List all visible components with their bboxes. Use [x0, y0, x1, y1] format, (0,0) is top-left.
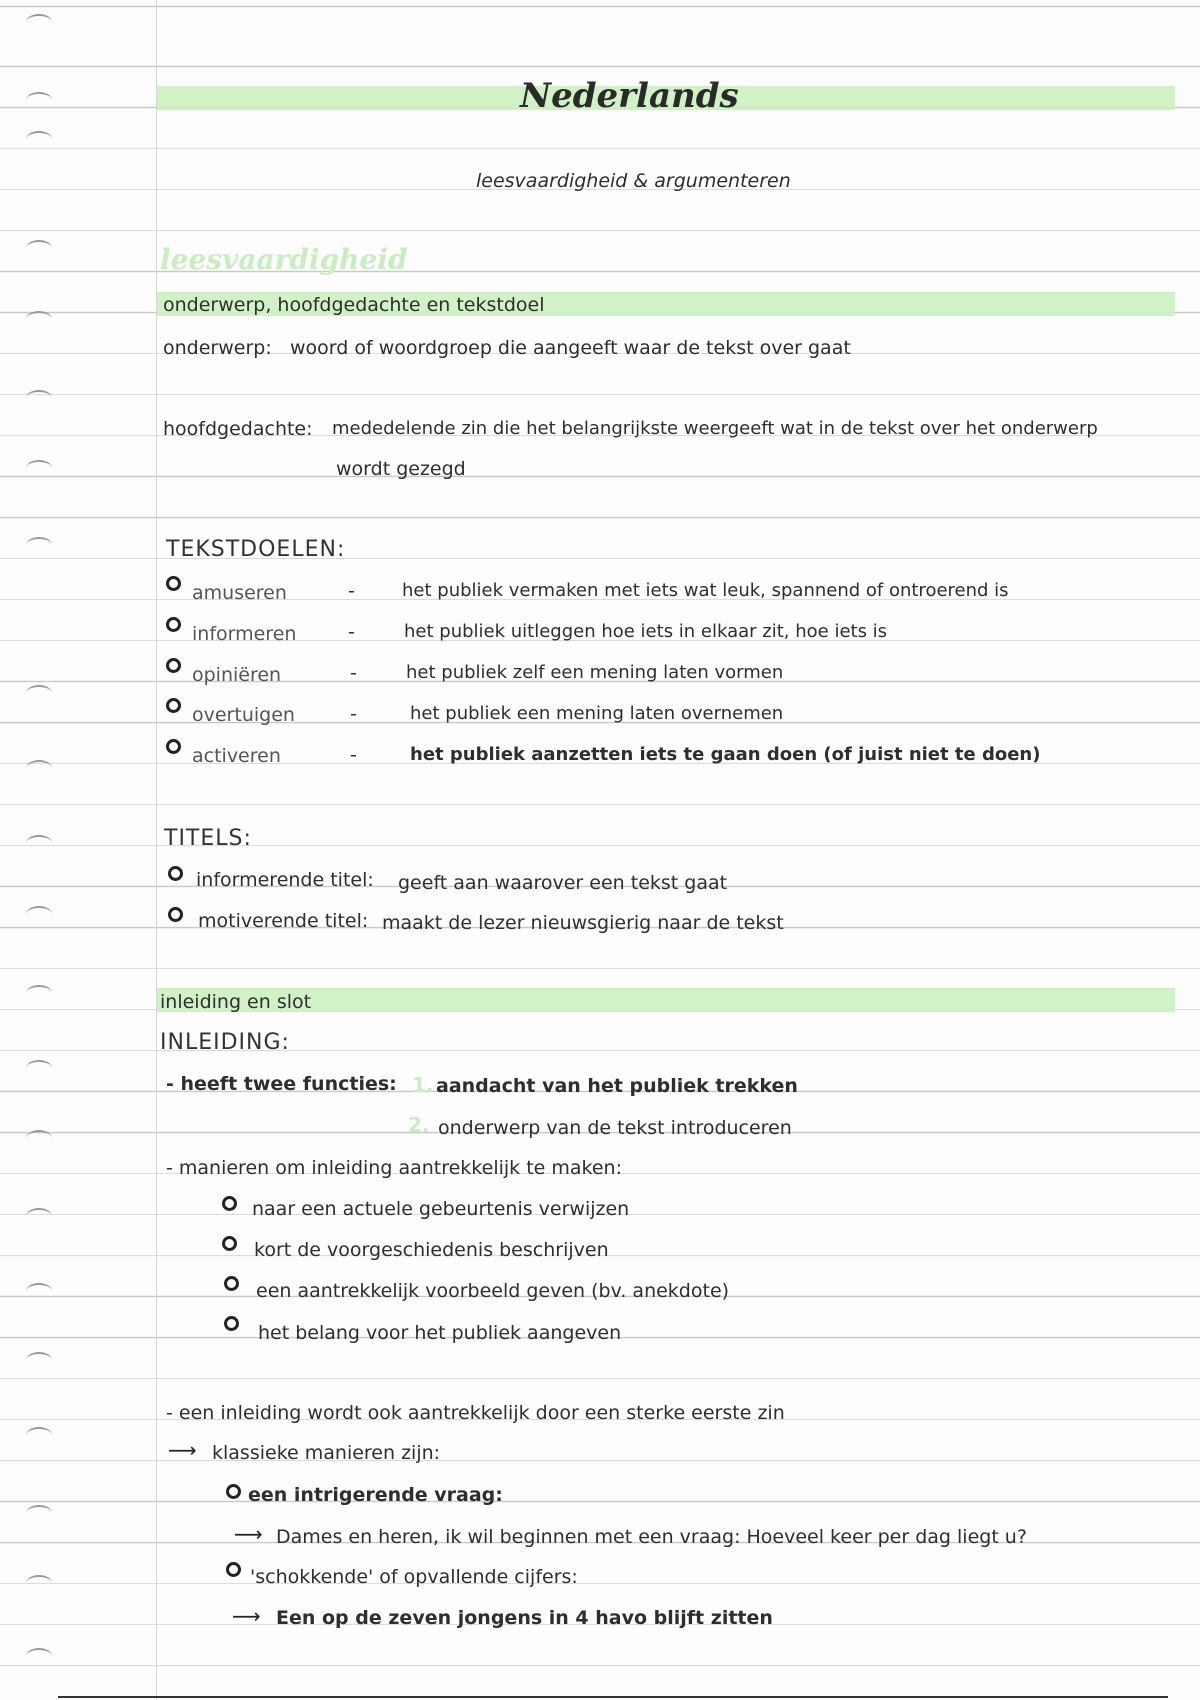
- page-subtitle: leesvaardigheid & argumenteren: [476, 170, 791, 192]
- list-definition: het publiek aanzetten iets te gaan doen (of juist niet te doen): [410, 744, 1041, 765]
- list-dash: -: [348, 621, 355, 643]
- page-title: Nederlands: [520, 76, 739, 116]
- binder-ring: [26, 311, 52, 327]
- inleiding-heading: INLEIDING:: [160, 1030, 290, 1055]
- term-definition-cont: wordt gezegd: [336, 458, 466, 480]
- list-definition: het publiek uitleggen hoe iets in elkaar zit, hoe iets is: [404, 621, 888, 642]
- section-heading: leesvaardigheid: [160, 243, 408, 276]
- sterke-zin-note: - een inleiding wordt ook aantrekkelijk door een sterke eerste zin: [166, 1402, 785, 1424]
- term-label: hoofdgedachte:: [163, 418, 313, 440]
- list-item: naar een actuele gebeurtenis verwijzen: [252, 1198, 630, 1220]
- binder-ring: [26, 760, 52, 776]
- term-definition: mededelende zin die het belangrijkste weergeeft wat in de tekst over het onderwerp: [332, 418, 1098, 439]
- bullet-icon: [168, 907, 183, 922]
- list-term: informerende titel:: [196, 869, 374, 891]
- bullet-icon: [166, 617, 181, 632]
- binder-ring: [26, 460, 52, 476]
- cijfers-voorbeeld: Een op de zeven jongens in 4 havo blijft zitten: [276, 1607, 773, 1629]
- list-definition: geeft aan waarover een tekst gaat: [398, 872, 728, 894]
- functie-item: aandacht van het publiek trekken: [436, 1075, 798, 1097]
- binder-ring: [26, 1648, 52, 1664]
- binder-ring: [26, 390, 52, 406]
- binder-ring: [26, 1575, 52, 1591]
- binder-ring: [26, 835, 52, 851]
- list-term: opiniëren: [192, 664, 282, 686]
- binder-ring: [26, 240, 52, 256]
- functie-item: onderwerp van de tekst introduceren: [438, 1117, 792, 1139]
- binder-ring: [26, 1208, 52, 1224]
- list-term: activeren: [192, 745, 281, 767]
- binder-ring: [26, 14, 52, 30]
- binder-ring: [26, 537, 52, 553]
- list-definition: het publiek vermaken met iets wat leuk, spannend of ontroerend is: [402, 580, 1009, 601]
- functies-label: - heeft twee functies:: [166, 1073, 397, 1095]
- bullet-icon: [226, 1484, 241, 1499]
- bullet-icon: [224, 1276, 239, 1291]
- binder-ring: [26, 1130, 52, 1146]
- arrow-right-icon: ⟶: [234, 1522, 263, 1546]
- binder-ring: [26, 685, 52, 701]
- arrow-right-icon: ⟶: [168, 1438, 197, 1462]
- list-term: amuseren: [192, 582, 287, 604]
- tekstdoelen-heading: TEKSTDOELEN:: [166, 537, 346, 562]
- bullet-icon: [224, 1316, 239, 1331]
- topic-bar-label: onderwerp, hoofdgedachte en tekstdoel: [163, 294, 545, 316]
- topic-bar-label: inleiding en slot: [160, 991, 312, 1013]
- arrow-right-icon: ⟶: [232, 1604, 261, 1628]
- klassiek-label: klassieke manieren zijn:: [212, 1442, 441, 1464]
- term-definition: woord of woordgroep die aangeeft waar de tekst over gaat: [290, 337, 851, 359]
- list-item: kort de voorgeschiedenis beschrijven: [254, 1239, 609, 1261]
- bullet-icon: [166, 658, 181, 673]
- list-dash: -: [350, 662, 357, 684]
- list-dash: -: [348, 580, 355, 602]
- bullet-icon: [222, 1236, 237, 1251]
- margin-line: [156, 0, 157, 1700]
- list-dash: -: [350, 703, 357, 725]
- list-dash: -: [350, 744, 357, 766]
- binder-ring: [26, 985, 52, 1001]
- binder-ring: [26, 92, 52, 108]
- binder-ring: [26, 1505, 52, 1521]
- bullet-icon: [222, 1196, 237, 1211]
- list-item: het belang voor het publiek aangeven: [258, 1322, 622, 1344]
- titels-heading: TITELS:: [164, 826, 252, 851]
- binder-ring: [26, 1283, 52, 1299]
- list-number: 2.: [408, 1113, 430, 1137]
- term-label: onderwerp:: [163, 337, 272, 359]
- binder-ring: [26, 131, 52, 147]
- binder-ring: [26, 1060, 52, 1076]
- list-definition: het publiek een mening laten overnemen: [410, 703, 784, 724]
- list-number: 1.: [412, 1073, 434, 1097]
- list-definition: maakt de lezer nieuwsgierig naar de tekst: [382, 912, 784, 934]
- cijfers-label: 'schokkende' of opvallende cijfers:: [250, 1566, 578, 1588]
- bullet-icon: [166, 576, 181, 591]
- manieren-label: - manieren om inleiding aantrekkelijk te maken:: [166, 1157, 622, 1179]
- binder-ring: [26, 1352, 52, 1368]
- bottom-rule: [58, 1696, 1168, 1698]
- vraag-label: een intrigerende vraag:: [248, 1484, 503, 1506]
- vraag-voorbeeld: Dames en heren, ik wil beginnen met een vraag: Hoeveel keer per dag liegt u?: [276, 1526, 1027, 1548]
- binder-ring: [26, 1427, 52, 1443]
- bullet-icon: [166, 739, 181, 754]
- list-term: informeren: [192, 623, 297, 645]
- binder-ring: [26, 906, 52, 922]
- bullet-icon: [166, 698, 181, 713]
- list-term: overtuigen: [192, 704, 295, 726]
- bullet-icon: [226, 1562, 241, 1577]
- list-item: een aantrekkelijk voorbeeld geven (bv. anekdote): [256, 1280, 730, 1302]
- list-term: motiverende titel:: [198, 910, 369, 932]
- list-definition: het publiek zelf een mening laten vormen: [406, 662, 784, 683]
- bullet-icon: [168, 866, 183, 881]
